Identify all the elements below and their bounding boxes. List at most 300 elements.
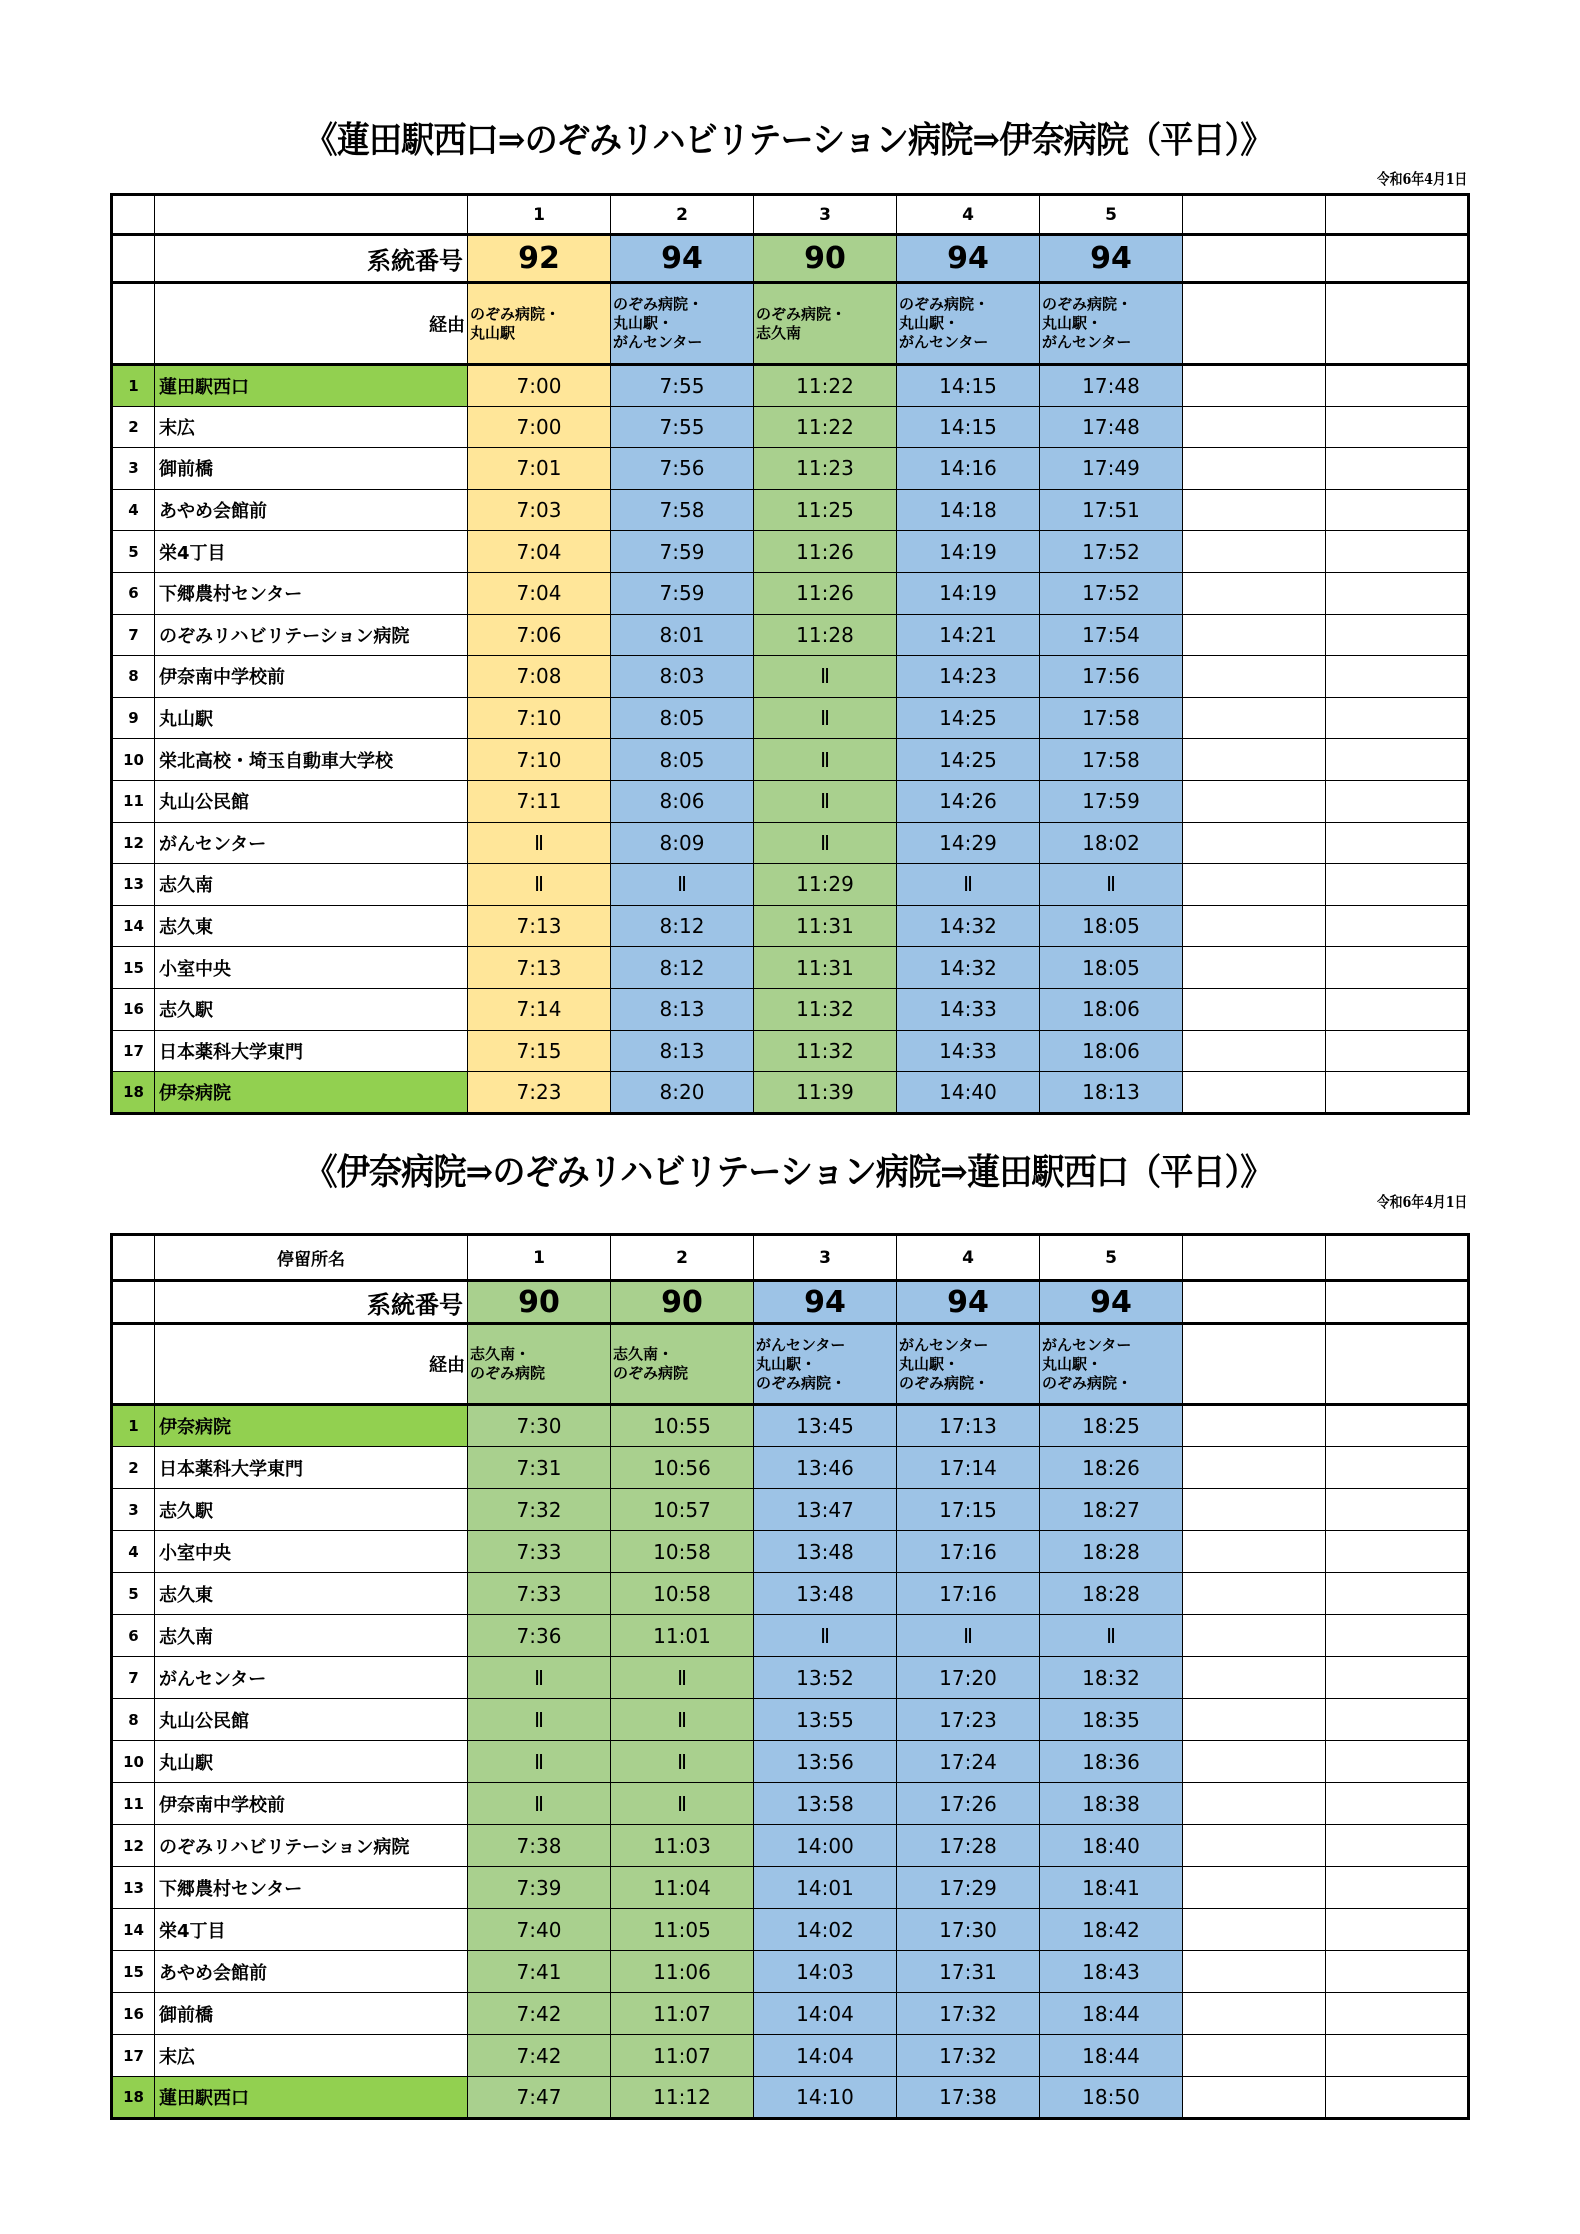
departure-time (1183, 1072, 1326, 1114)
departure-time: 8:01 (611, 614, 754, 656)
stop-row (112, 1867, 1469, 1909)
stop-name: のぞみリハビリテーション病院 (155, 1825, 468, 1867)
departure-time (1326, 2077, 1469, 2119)
departure-time: 7:56 (611, 448, 754, 490)
stop-row (112, 739, 1469, 781)
blank-cell (112, 283, 155, 365)
via-stops: のぞみ病院・ 丸山駅・ がんセンター (611, 283, 754, 365)
departure-time: 14:04 (754, 2035, 897, 2077)
departure-time (1326, 780, 1469, 822)
departure-time: Ⅱ (897, 1615, 1040, 1657)
system-number-row (112, 1281, 1469, 1324)
departure-time: 17:31 (897, 1951, 1040, 1993)
departure-time: 14:00 (754, 1825, 897, 1867)
departure-time: Ⅱ (468, 1783, 611, 1825)
departure-time: 7:30 (468, 1405, 611, 1447)
departure-time (1183, 1951, 1326, 1993)
stop-row (112, 1657, 1469, 1699)
departure-time: 18:38 (1040, 1783, 1183, 1825)
departure-time: 14:32 (897, 947, 1040, 989)
departure-time: 14:15 (897, 406, 1040, 448)
departure-time: 17:16 (897, 1573, 1040, 1615)
departure-time: 17:52 (1040, 572, 1183, 614)
system-number-row (112, 235, 1469, 283)
stop-name: 志久南 (155, 1615, 468, 1657)
departure-time: 7:33 (468, 1531, 611, 1573)
departure-time: 18:43 (1040, 1951, 1183, 1993)
departure-time (1326, 614, 1469, 656)
departure-time (1183, 905, 1326, 947)
departure-time (1326, 1909, 1469, 1951)
stop-number: 13 (112, 864, 155, 906)
departure-time (1183, 1825, 1326, 1867)
stop-number: 13 (112, 1867, 155, 1909)
timetable-2 (110, 1233, 1470, 2120)
stop-name: 伊奈病院 (155, 1405, 468, 1447)
stop-name: 下郷農村センター (155, 572, 468, 614)
departure-time: 18:35 (1040, 1699, 1183, 1741)
stop-number: 8 (112, 1699, 155, 1741)
departure-time (1183, 1405, 1326, 1447)
departure-time (1183, 1909, 1326, 1951)
route-number: 94 (897, 1281, 1040, 1324)
stop-number: 9 (112, 697, 155, 739)
departure-time: 11:23 (754, 448, 897, 490)
via-stops: のぞみ病院・ 丸山駅 (468, 283, 611, 365)
timetable-2-date: 令和6年4月1日 (1376, 1193, 1467, 1211)
stop-row (112, 572, 1469, 614)
departure-time (1326, 448, 1469, 490)
departure-time: 7:47 (468, 2077, 611, 2119)
stop-name: 伊奈南中学校前 (155, 656, 468, 698)
departure-time: 14:03 (754, 1951, 897, 1993)
via-label: 経由 (155, 1324, 468, 1405)
departure-time (1326, 1615, 1469, 1657)
route-number: 94 (897, 235, 1040, 283)
departure-time: Ⅱ (468, 1657, 611, 1699)
departure-time: 14:16 (897, 448, 1040, 490)
stop-row (112, 448, 1469, 490)
stop-number: 7 (112, 1657, 155, 1699)
stop-number: 14 (112, 905, 155, 947)
departure-time: 7:55 (611, 365, 754, 407)
departure-time: 11:31 (754, 905, 897, 947)
departure-time: 14:18 (897, 489, 1040, 531)
departure-time (1326, 2035, 1469, 2077)
departure-time: 7:40 (468, 1909, 611, 1951)
stop-number: 4 (112, 1531, 155, 1573)
timetable-1-title: 《蓮田駅西口⇒のぞみリハビリテーション病院⇒伊奈病院（平日）》 (304, 119, 1273, 161)
departure-time: 17:24 (897, 1741, 1040, 1783)
departure-time: 14:26 (897, 780, 1040, 822)
via-stops: がんセンター 丸山駅・ のぞみ病院・ (1040, 1324, 1183, 1405)
blank-cell (112, 1324, 155, 1405)
departure-time: 18:28 (1040, 1573, 1183, 1615)
departure-time: 11:12 (611, 2077, 754, 2119)
departure-time: 17:32 (897, 1993, 1040, 2035)
trip-number (1183, 195, 1326, 235)
stop-row (112, 905, 1469, 947)
departure-time: 13:45 (754, 1405, 897, 1447)
departure-time (1183, 1615, 1326, 1657)
departure-time: 11:03 (611, 1825, 754, 1867)
stop-row (112, 656, 1469, 698)
departure-time: 18:41 (1040, 1867, 1183, 1909)
departure-time: 8:05 (611, 739, 754, 781)
departure-time: 7:03 (468, 489, 611, 531)
stop-number: 12 (112, 1825, 155, 1867)
departure-time: Ⅱ (611, 864, 754, 906)
departure-time: 7:42 (468, 1993, 611, 2035)
departure-time: 10:55 (611, 1405, 754, 1447)
departure-time (1326, 365, 1469, 407)
stop-number: 1 (112, 1405, 155, 1447)
departure-time: 7:14 (468, 988, 611, 1030)
departure-time: 11:31 (754, 947, 897, 989)
departure-time: 14:33 (897, 988, 1040, 1030)
route-number: 94 (611, 235, 754, 283)
trip-number: 2 (611, 1235, 754, 1281)
departure-time (1326, 1573, 1469, 1615)
departure-time: 17:23 (897, 1699, 1040, 1741)
departure-time: Ⅱ (754, 739, 897, 781)
stop-row (112, 489, 1469, 531)
departure-time (1326, 822, 1469, 864)
departure-time (1183, 1867, 1326, 1909)
stop-number: 15 (112, 947, 155, 989)
stop-name: のぞみリハビリテーション病院 (155, 614, 468, 656)
departure-time: 13:52 (754, 1657, 897, 1699)
departure-time: 8:12 (611, 905, 754, 947)
stop-name: 小室中央 (155, 1531, 468, 1573)
departure-time: 13:55 (754, 1699, 897, 1741)
stop-number: 6 (112, 1615, 155, 1657)
departure-time: 18:06 (1040, 1030, 1183, 1072)
stop-name: 御前橋 (155, 448, 468, 490)
departure-time: 17:29 (897, 1867, 1040, 1909)
stop-name: 志久駅 (155, 1489, 468, 1531)
departure-time: 14:04 (754, 1993, 897, 2035)
departure-time (1183, 947, 1326, 989)
via-stops (1326, 283, 1469, 365)
departure-time (1326, 1993, 1469, 2035)
stop-number: 16 (112, 988, 155, 1030)
departure-time: 18:06 (1040, 988, 1183, 1030)
stop-row (112, 988, 1469, 1030)
departure-time: 7:59 (611, 572, 754, 614)
departure-time: 7:13 (468, 947, 611, 989)
header-row (112, 195, 1469, 235)
trip-number: 1 (468, 1235, 611, 1281)
departure-time: 7:39 (468, 1867, 611, 1909)
stop-name: 丸山駅 (155, 697, 468, 739)
stop-row (112, 1699, 1469, 1741)
departure-time: 8:09 (611, 822, 754, 864)
departure-time: 7:00 (468, 406, 611, 448)
departure-time: 11:06 (611, 1951, 754, 1993)
departure-time (1326, 489, 1469, 531)
stop-name: 伊奈病院 (155, 1072, 468, 1114)
via-label: 経由 (155, 283, 468, 365)
departure-time: 14:23 (897, 656, 1040, 698)
stop-name: 志久東 (155, 1573, 468, 1615)
departure-time: 18:42 (1040, 1909, 1183, 1951)
departure-time: 7:23 (468, 1072, 611, 1114)
departure-time: 18:44 (1040, 2035, 1183, 2077)
departure-time: 18:44 (1040, 1993, 1183, 2035)
departure-time (1183, 988, 1326, 1030)
departure-time (1183, 1447, 1326, 1489)
departure-time: 13:58 (754, 1783, 897, 1825)
departure-time: Ⅱ (611, 1657, 754, 1699)
departure-time: 17:54 (1040, 614, 1183, 656)
stop-row (112, 1531, 1469, 1573)
departure-time: 7:10 (468, 739, 611, 781)
departure-time: 17:52 (1040, 531, 1183, 573)
stop-name: 丸山駅 (155, 1741, 468, 1783)
stop-row (112, 1909, 1469, 1951)
departure-time: 7:32 (468, 1489, 611, 1531)
via-stops: 志久南・ のぞみ病院 (468, 1324, 611, 1405)
departure-time (1326, 697, 1469, 739)
departure-time (1183, 365, 1326, 407)
departure-time: 17:49 (1040, 448, 1183, 490)
departure-time: Ⅱ (468, 864, 611, 906)
departure-time: 7:04 (468, 572, 611, 614)
stop-row (112, 1783, 1469, 1825)
stop-name: 末広 (155, 2035, 468, 2077)
departure-time: 13:46 (754, 1447, 897, 1489)
trip-number: 5 (1040, 1235, 1183, 1281)
departure-time (1183, 406, 1326, 448)
departure-time: 17:20 (897, 1657, 1040, 1699)
stop-number: 14 (112, 1909, 155, 1951)
departure-time: 7:36 (468, 1615, 611, 1657)
departure-time (1326, 1447, 1469, 1489)
departure-time: 11:39 (754, 1072, 897, 1114)
departure-time (1326, 988, 1469, 1030)
departure-time: 11:04 (611, 1867, 754, 1909)
departure-time: Ⅱ (611, 1783, 754, 1825)
trip-number: 1 (468, 195, 611, 235)
departure-time: 8:20 (611, 1072, 754, 1114)
stop-number: 18 (112, 1072, 155, 1114)
route-number: 90 (468, 1281, 611, 1324)
stop-number: 6 (112, 572, 155, 614)
stop-row (112, 365, 1469, 407)
departure-time (1183, 531, 1326, 573)
departure-time (1183, 1531, 1326, 1573)
departure-time: 8:12 (611, 947, 754, 989)
stop-number: 4 (112, 489, 155, 531)
stop-row (112, 780, 1469, 822)
via-row (112, 1324, 1469, 1405)
departure-time: 14:19 (897, 531, 1040, 573)
stop-name: あやめ会館前 (155, 489, 468, 531)
departure-time (1183, 614, 1326, 656)
trip-number: 2 (611, 195, 754, 235)
departure-time (1183, 572, 1326, 614)
stop-number: 2 (112, 1447, 155, 1489)
departure-time: 11:28 (754, 614, 897, 656)
stop-number: 17 (112, 2035, 155, 2077)
departure-time (1326, 1867, 1469, 1909)
departure-time: 17:14 (897, 1447, 1040, 1489)
departure-time: 13:56 (754, 1741, 897, 1783)
departure-time: 13:47 (754, 1489, 897, 1531)
route-number (1183, 1281, 1326, 1324)
departure-time: Ⅱ (468, 1741, 611, 1783)
departure-time: 14:33 (897, 1030, 1040, 1072)
departure-time: 17:56 (1040, 656, 1183, 698)
stop-name: 丸山公民館 (155, 1699, 468, 1741)
route-number: 90 (754, 235, 897, 283)
stop-row (112, 1072, 1469, 1114)
departure-time: Ⅱ (611, 1741, 754, 1783)
departure-time: 7:58 (611, 489, 754, 531)
departure-time (1326, 905, 1469, 947)
departure-time: 17:28 (897, 1825, 1040, 1867)
stop-number: 10 (112, 1741, 155, 1783)
departure-time: 8:06 (611, 780, 754, 822)
departure-time (1326, 947, 1469, 989)
stop-name: 丸山公民館 (155, 780, 468, 822)
departure-time: 7:41 (468, 1951, 611, 1993)
header-row (112, 1235, 1469, 1281)
departure-time: 14:02 (754, 1909, 897, 1951)
departure-time (1183, 864, 1326, 906)
departure-time (1326, 406, 1469, 448)
timetable-2-title: 《伊奈病院⇒のぞみリハビリテーション病院⇒蓮田駅西口（平日）》 (304, 1151, 1273, 1193)
departure-time: 18:26 (1040, 1447, 1183, 1489)
departure-time: Ⅱ (754, 780, 897, 822)
departure-time: 7:42 (468, 2035, 611, 2077)
departure-time (1183, 2035, 1326, 2077)
stop-number: 8 (112, 656, 155, 698)
departure-time: 18:32 (1040, 1657, 1183, 1699)
departure-time: 17:32 (897, 2035, 1040, 2077)
system-number-label: 系統番号 (155, 235, 468, 283)
via-stops (1183, 1324, 1326, 1405)
route-number: 94 (754, 1281, 897, 1324)
departure-time: Ⅱ (611, 1699, 754, 1741)
stop-name: がんセンター (155, 822, 468, 864)
stop-name: 御前橋 (155, 1993, 468, 2035)
departure-time: 8:03 (611, 656, 754, 698)
stop-row (112, 1573, 1469, 1615)
stop-name-header: 停留所名 (155, 1235, 468, 1281)
departure-time (1183, 780, 1326, 822)
stop-number: 11 (112, 1783, 155, 1825)
stop-number: 17 (112, 1030, 155, 1072)
stop-number: 7 (112, 614, 155, 656)
stop-row (112, 864, 1469, 906)
departure-time: 17:30 (897, 1909, 1040, 1951)
departure-time: 13:48 (754, 1531, 897, 1573)
stop-number: 3 (112, 448, 155, 490)
stop-row (112, 1030, 1469, 1072)
departure-time (1326, 1951, 1469, 1993)
blank-cell (112, 1281, 155, 1324)
departure-time: Ⅱ (754, 822, 897, 864)
departure-time (1183, 2077, 1326, 2119)
departure-time (1183, 1489, 1326, 1531)
stop-number: 5 (112, 1573, 155, 1615)
departure-time: 18:27 (1040, 1489, 1183, 1531)
via-stops (1326, 1324, 1469, 1405)
stop-number: 2 (112, 406, 155, 448)
stop-name: 蓮田駅西口 (155, 2077, 468, 2119)
departure-time: 7:01 (468, 448, 611, 490)
stop-name: あやめ会館前 (155, 1951, 468, 1993)
departure-time (1326, 1405, 1469, 1447)
departure-time (1183, 656, 1326, 698)
route-number: 90 (611, 1281, 754, 1324)
trip-number: 4 (897, 195, 1040, 235)
via-row (112, 283, 1469, 365)
route-number: 94 (1040, 235, 1183, 283)
stop-row (112, 1741, 1469, 1783)
departure-time: 11:22 (754, 406, 897, 448)
trip-number: 5 (1040, 195, 1183, 235)
via-stops: 志久南・ のぞみ病院 (611, 1324, 754, 1405)
departure-time: 7:06 (468, 614, 611, 656)
departure-time: 13:48 (754, 1573, 897, 1615)
via-stops: がんセンター 丸山駅・ のぞみ病院・ (897, 1324, 1040, 1405)
departure-time: Ⅱ (754, 656, 897, 698)
stop-name-header (155, 195, 468, 235)
departure-time: 11:26 (754, 531, 897, 573)
departure-time (1326, 656, 1469, 698)
departure-time (1326, 739, 1469, 781)
stop-row (112, 1951, 1469, 1993)
stop-name: 日本薬科大学東門 (155, 1030, 468, 1072)
stop-name: 栄4丁目 (155, 1909, 468, 1951)
departure-time: 11:22 (754, 365, 897, 407)
departure-time: 18:28 (1040, 1531, 1183, 1573)
stop-name: 志久東 (155, 905, 468, 947)
stop-number: 11 (112, 780, 155, 822)
stop-number: 3 (112, 1489, 155, 1531)
departure-time: 7:38 (468, 1825, 611, 1867)
departure-time: 18:50 (1040, 2077, 1183, 2119)
trip-number (1326, 195, 1469, 235)
stop-name: 蓮田駅西口 (155, 365, 468, 407)
trip-number: 3 (754, 195, 897, 235)
departure-time: 8:05 (611, 697, 754, 739)
departure-time (1183, 1573, 1326, 1615)
departure-time: 7:00 (468, 365, 611, 407)
departure-time: 7:55 (611, 406, 754, 448)
departure-time (1326, 572, 1469, 614)
system-number-label: 系統番号 (155, 1281, 468, 1324)
departure-time: 14:15 (897, 365, 1040, 407)
departure-time: 11:25 (754, 489, 897, 531)
departure-time: Ⅱ (1040, 1615, 1183, 1657)
departure-time: 17:26 (897, 1783, 1040, 1825)
departure-time: 17:15 (897, 1489, 1040, 1531)
departure-time (1326, 1489, 1469, 1531)
stop-row (112, 1447, 1469, 1489)
departure-time: 18:25 (1040, 1405, 1183, 1447)
corner-cell (112, 195, 155, 235)
stop-name: 栄4丁目 (155, 531, 468, 573)
departure-time (1326, 1657, 1469, 1699)
route-number (1326, 235, 1469, 283)
departure-time: 18:05 (1040, 947, 1183, 989)
departure-time: 7:08 (468, 656, 611, 698)
stop-number: 1 (112, 365, 155, 407)
